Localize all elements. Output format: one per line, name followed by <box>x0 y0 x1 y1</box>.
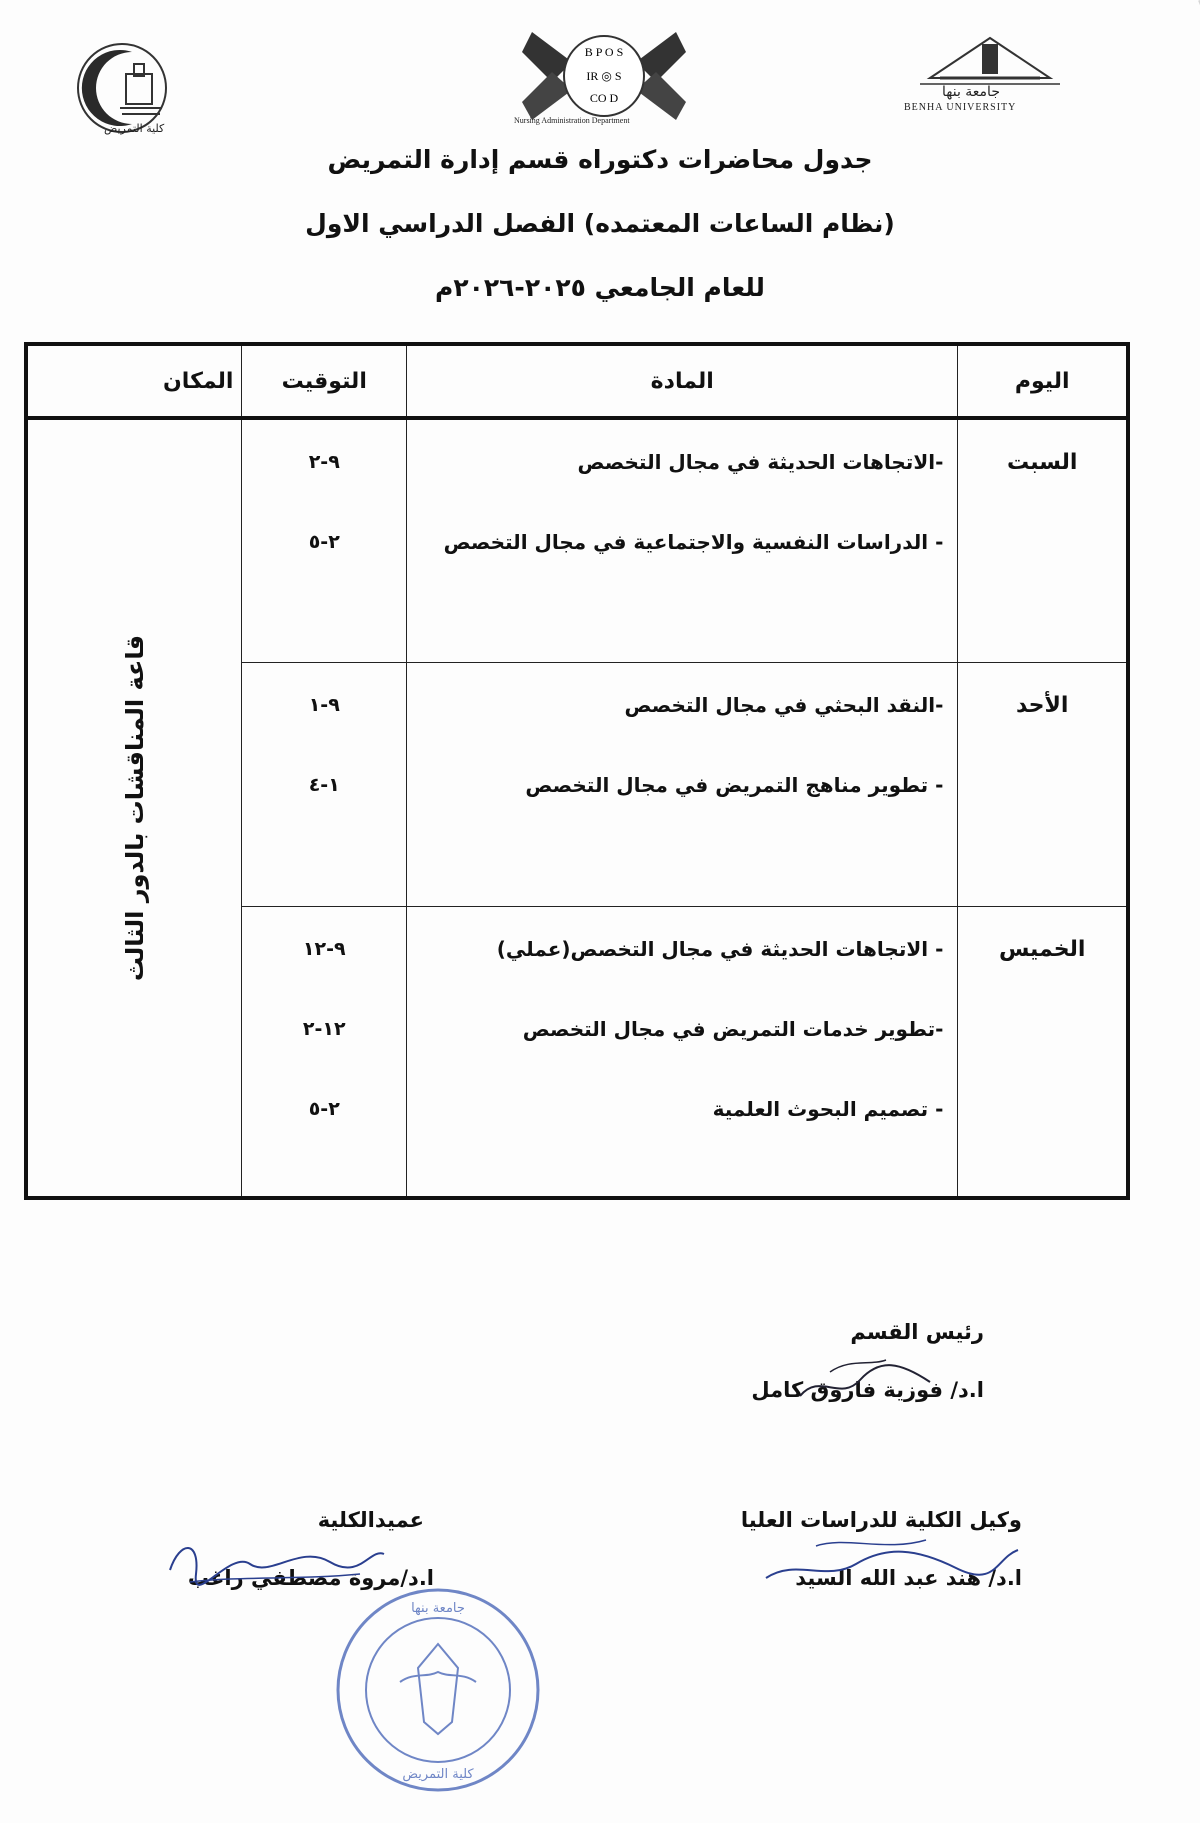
header-time: التوقيت <box>242 344 407 418</box>
subject-cell <box>407 906 958 1198</box>
time-line: ١٢-٢ <box>302 1017 346 1040</box>
stamp-top-text: جامعة بنها <box>411 1601 465 1616</box>
subject-cell <box>407 418 958 662</box>
time-cell <box>242 418 407 662</box>
department-logo <box>512 22 696 130</box>
time-line: ٩-٢ <box>308 451 340 473</box>
title-line-1: جدول محاضرات دكتوراه قسم إدارة التمريض <box>327 145 873 174</box>
place-text: قاعة المناقشات بالدور الثالث <box>120 634 149 982</box>
signature-role: عميدالكلية <box>317 1508 424 1532</box>
day-cell: السبت <box>958 418 1128 662</box>
time-line: ٢-٥ <box>308 1097 340 1120</box>
title-line-2: (نظام الساعات المعتمده) الفصل الدراسي الاول <box>305 209 895 238</box>
signature-role: وكيل الكلية للدراسات العليا <box>740 1508 1022 1532</box>
table-row <box>26 418 1128 662</box>
time-line: ١-٤ <box>308 773 340 796</box>
signature-name: ا.د/مروة مصطفي راغب <box>187 1566 434 1590</box>
header-subject: المادة <box>407 344 958 418</box>
subject-line: - تطوير مناهج التمريض في مجال التخصص <box>525 772 944 797</box>
time-line: ٢-٥ <box>308 531 340 553</box>
time-cell <box>242 906 407 1198</box>
title-line-3: للعام الجامعي ٢٠٢٥-٢٠٢٦م <box>435 273 765 302</box>
svg-text:IR ◎ S: IR ◎ S <box>586 69 622 83</box>
subject-line: - تصميم البحوث العلمية <box>712 1096 944 1121</box>
table-header-row <box>26 344 1128 418</box>
subject-line: - الدراسات النفسية والاجتماعية في مجال التخصص <box>443 530 944 554</box>
stamp-bottom-text: كلية التمريض <box>402 1767 474 1782</box>
schedule-table <box>24 342 1130 1200</box>
day-cell: الأحد <box>958 662 1128 906</box>
svg-text:B P O S: B P O S <box>584 45 624 59</box>
day-cell: الخميس <box>958 906 1128 1198</box>
svg-text:CO D: CO D <box>589 91 619 105</box>
department-logo-caption: Nursing Administration Department <box>514 116 630 125</box>
handwritten-signature-vice-dean <box>756 1528 1026 1592</box>
faculty-logo-caption: كلية التمريض <box>104 122 165 135</box>
time-line: ٩-١ <box>308 693 340 716</box>
subject-line: -النقد البحثي في مجال التخصص <box>624 692 944 717</box>
subject-cell <box>407 662 958 906</box>
subject-line: -تطوير خدمات التمريض في مجال التخصص <box>522 1016 944 1041</box>
time-line: ٩-١٢ <box>302 937 346 960</box>
signature-name: ا.د/ هند عبد الله السيد <box>795 1566 1022 1590</box>
document-titles <box>0 128 1200 320</box>
time-cell <box>242 662 407 906</box>
header-day: اليوم <box>958 344 1128 418</box>
signature-role: رئيس القسم <box>850 1320 984 1344</box>
handwritten-signature-head <box>790 1352 940 1408</box>
signature-name: ا.د/ فوزية فاروق كامل <box>751 1378 984 1402</box>
place-cell <box>26 418 242 1198</box>
official-stamp <box>330 1582 546 1798</box>
subject-line: - الاتجاهات الحديثة في مجال التخصص(عملي) <box>496 936 944 961</box>
header-place: المكان <box>26 344 242 418</box>
university-logo-caption-en: BENHA UNIVERSITY <box>904 102 1017 113</box>
university-logo-caption-ar: جامعة بنها <box>942 84 1000 100</box>
subject-line: -الاتجاهات الحديثة في مجال التخصص <box>577 450 944 474</box>
